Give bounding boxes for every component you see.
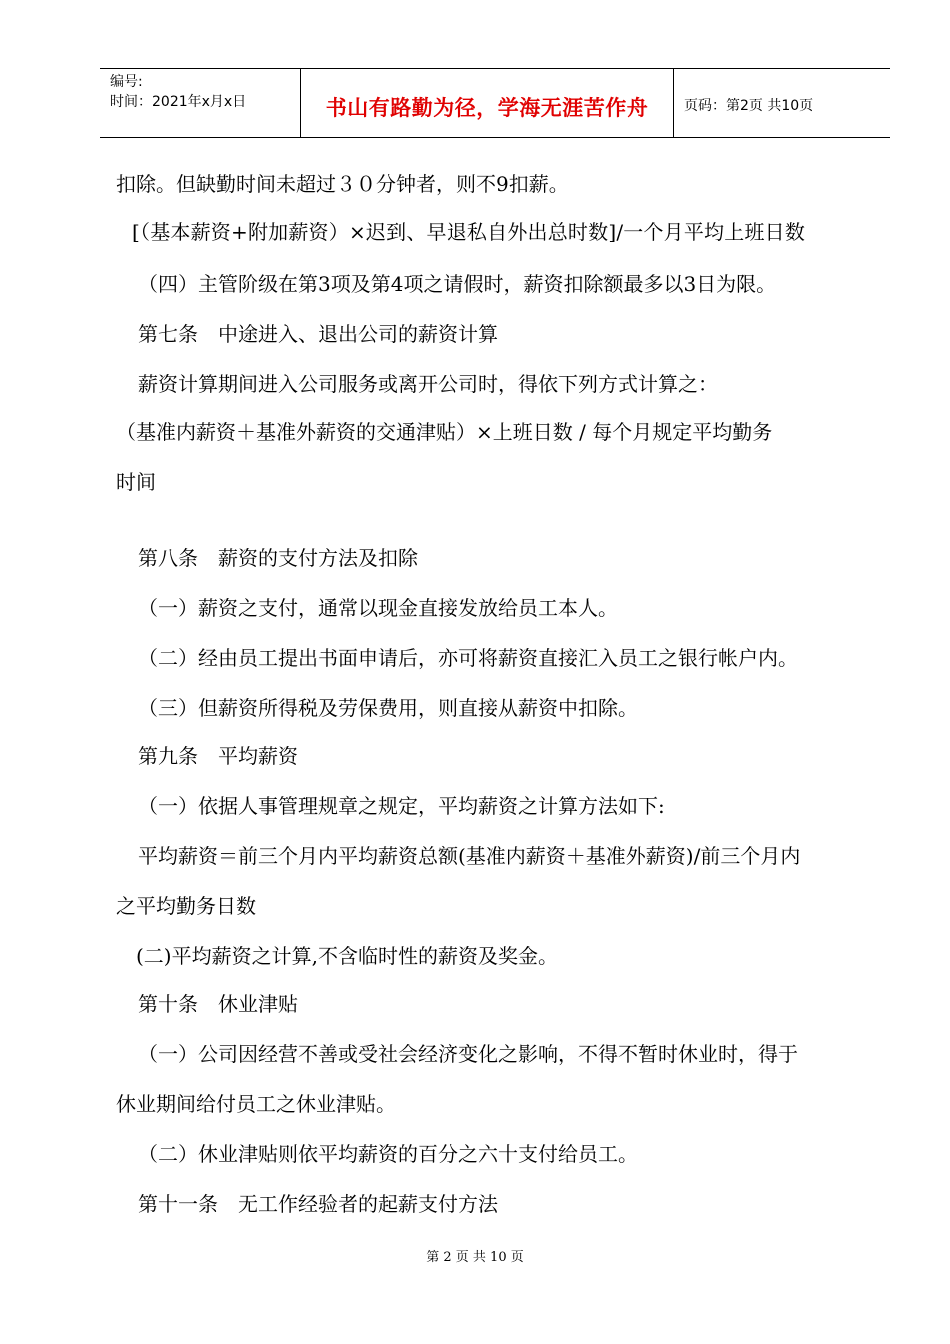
time-label: 时间：2021年x月x日: [110, 94, 247, 110]
paragraph-line: （一）公司因经营不善或受社会经济变化之影响，不得不暂时休业时，得于: [138, 1042, 798, 1066]
paragraph-line: 薪资计算期间进入公司服务或离开公司时，得依下列方式计算之：: [138, 372, 718, 396]
paragraph-line: 之平均勤务日数: [116, 894, 256, 918]
paragraph-line: （二）经由员工提出书面申请后，亦可将薪资直接汇入员工之银行帐户内。: [138, 646, 798, 670]
paragraph-line: [（基本薪资+附加薪资）×迟到、早退私自外出总时数]/一个月平均上班日数: [132, 220, 806, 244]
header-motto-cell: [301, 69, 674, 137]
number-label: 编号:: [110, 74, 143, 90]
paragraph-line: （四）主管阶级在第3项及第4项之请假时，薪资扣除额最多以3日为限。: [138, 272, 777, 296]
paragraph-line: 平均薪资＝前三个月内平均薪资总额(基准内薪资＋基准外薪资)/前三个月内: [138, 844, 801, 868]
paragraph-line: （一）薪资之支付，通常以现金直接发放给员工本人。: [138, 596, 618, 620]
article-heading: 第七条 中途进入、退出公司的薪资计算: [138, 322, 498, 346]
header-page-cell: [674, 69, 890, 137]
paragraph-line: （三）但薪资所得税及劳保费用，则直接从薪资中扣除。: [138, 696, 638, 720]
motto-text: 书山有路勤为径，学海无涯苦作舟: [325, 96, 649, 120]
article-heading: 第十一条 无工作经验者的起薪支付方法: [138, 1192, 498, 1216]
page-info: 页码：第2页 共10页: [684, 98, 814, 114]
paragraph-line: （二）休业津贴则依平均薪资的百分之六十支付给员工。: [138, 1142, 638, 1166]
paragraph-line: 时间: [116, 470, 156, 494]
paragraph-line: 休业期间给付员工之休业津贴。: [116, 1092, 396, 1116]
document-header: [100, 68, 890, 138]
article-heading: 第十条 休业津贴: [138, 992, 298, 1016]
article-heading: 第八条 薪资的支付方法及扣除: [138, 546, 418, 570]
paragraph-line: 扣除。但缺勤时间未超过３０分钟者，则不9扣薪。: [116, 172, 569, 196]
paragraph-line: （一）依据人事管理规章之规定，平均薪资之计算方法如下:: [138, 794, 665, 818]
header-meta-cell: [100, 69, 301, 137]
paragraph-line: （基准内薪资＋基准外薪资的交通津贴）×上班日数 / 每个月规定平均勤务: [116, 420, 773, 444]
article-heading: 第九条 平均薪资: [138, 744, 298, 768]
page-footer: 第 2 页 共 10 页: [426, 1250, 524, 1265]
paragraph-line: (二)平均薪资之计算,不含临时性的薪资及奖金。: [136, 944, 558, 968]
